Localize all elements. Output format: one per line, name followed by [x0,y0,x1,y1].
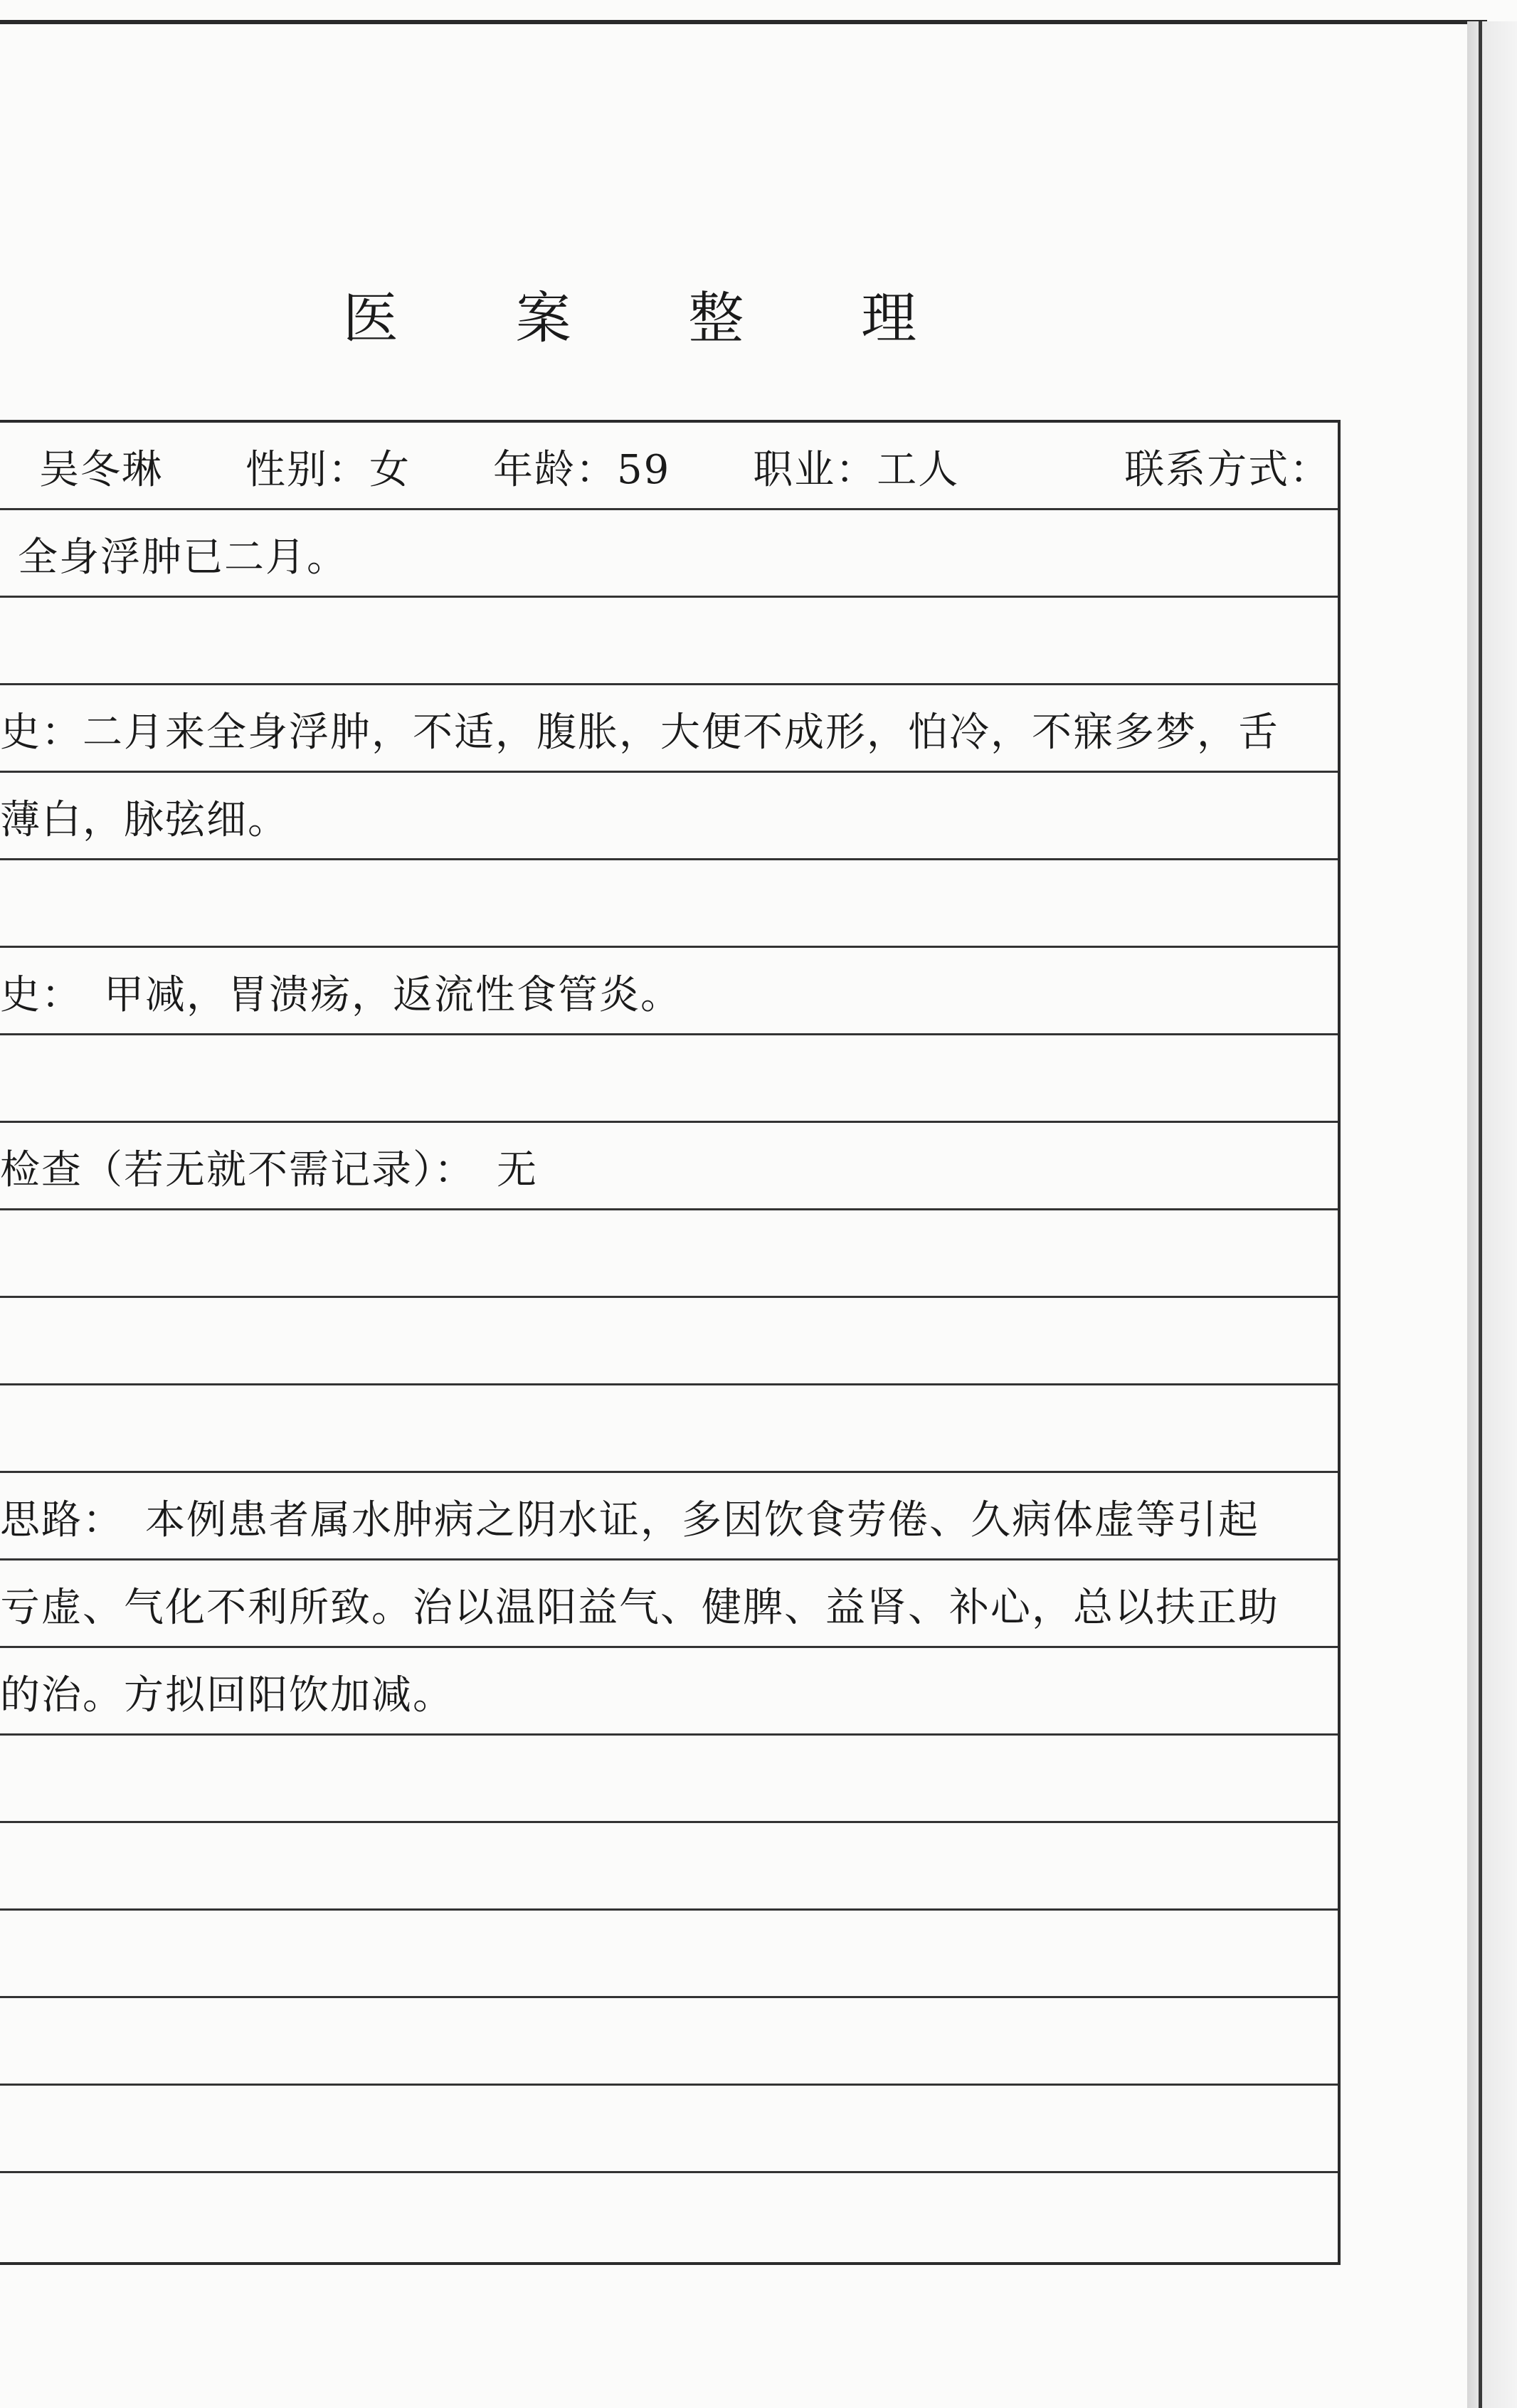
record-table [0,420,1341,2265]
table-row [0,2173,1338,2262]
table-row [0,1998,1338,2086]
page-top-edge [0,20,1487,24]
table-row [0,1035,1338,1123]
table-row [0,1385,1338,1473]
table-row [0,423,1338,510]
table-row [0,773,1338,860]
table-row [0,1561,1338,1648]
table-row [0,948,1338,1035]
table-row [0,2086,1338,2173]
table-row [0,1823,1338,1911]
present-history-line-1: 史：二月来全身浮肿，不适，腹胀，大便不成形，怕冷，不寐多梦，舌 [0,709,1279,756]
table-row [0,1648,1338,1736]
table-row [0,1736,1338,1823]
treatment-idea-line-3: 的治。方拟回阳饮加减。 [0,1672,454,1718]
table-row [0,1473,1338,1561]
table-row [0,1298,1338,1385]
table-row [0,685,1338,773]
past-history-line: 史： 甲减，胃溃疡，返流性食管炎。 [0,972,682,1018]
treatment-idea-line-1: 思路： 本例患者属水肿病之阴水证，多因饮食劳倦、久病体虚等引起 [0,1497,1259,1543]
table-row [0,1911,1338,1998]
page-title: 医 案 整 理 [342,287,967,351]
table-row [0,598,1338,685]
examination-line: 检查（若无就不需记录）： 无 [0,1147,538,1193]
page-right-edge [1479,21,1482,2408]
page-right-shadow [1467,21,1517,2408]
table-row [0,510,1338,598]
table-row [0,860,1338,948]
patient-info-line: 吴冬琳 性别：女 年龄：59 职业：工人 联系方式： [39,447,1331,493]
present-history-line-2: 薄白，脉弦细。 [0,797,289,843]
treatment-idea-line-2: 亏虚、气化不利所致。治以温阳益气、健脾、益肾、补心，总以扶正助 [0,1585,1279,1631]
table-row [0,1123,1338,1210]
chief-complaint-line: 全身浮肿已二月。 [18,534,348,581]
table-row [0,1210,1338,1298]
